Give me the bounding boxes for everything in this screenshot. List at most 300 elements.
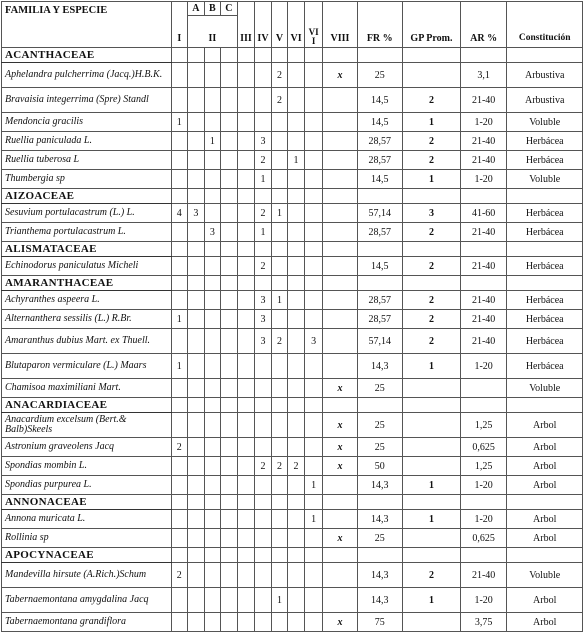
cell-constitucion: Arbustiva	[507, 88, 583, 113]
family-empty-cell	[237, 276, 255, 291]
family-empty-cell	[403, 242, 461, 257]
family-empty-cell	[323, 276, 357, 291]
cell-viii: x	[323, 529, 357, 548]
species-name: Mendoncia gracilis	[2, 113, 172, 132]
cell-iii	[237, 413, 255, 438]
header-col-fr: FR %	[357, 2, 402, 48]
cell-gp: 2	[403, 257, 461, 276]
cell-iii	[237, 379, 255, 398]
cell-i: 1	[171, 354, 188, 379]
species-name: Ruellia tuberosa L	[2, 151, 172, 170]
cell-ii-b	[204, 588, 221, 613]
cell-vii	[304, 379, 323, 398]
cell-ii-a	[188, 132, 205, 151]
cell-ii-c	[221, 223, 238, 242]
cell-vi	[288, 476, 305, 495]
cell-ii-a	[188, 613, 205, 632]
cell-i: 4	[171, 204, 188, 223]
family-empty-cell	[255, 276, 272, 291]
species-name: Sesuvium portulacastrum (L.) L.	[2, 204, 172, 223]
family-empty-cell	[507, 548, 583, 563]
cell-ii-c	[221, 510, 238, 529]
cell-ii-c	[221, 113, 238, 132]
cell-v	[271, 132, 288, 151]
cell-fr: 28,57	[357, 223, 402, 242]
species-name: Tabernaemontana amygdalina Jacq	[2, 588, 172, 613]
header-sub-c: C	[221, 2, 238, 16]
cell-iv	[255, 510, 272, 529]
cell-ii-c	[221, 379, 238, 398]
cell-iv	[255, 354, 272, 379]
cell-i	[171, 510, 188, 529]
cell-ar: 41-60	[460, 204, 507, 223]
family-empty-cell	[507, 242, 583, 257]
cell-v	[271, 310, 288, 329]
cell-ii-a	[188, 529, 205, 548]
cell-fr: 25	[357, 413, 402, 438]
cell-i: 2	[171, 563, 188, 588]
cell-vi	[288, 310, 305, 329]
cell-ii-b	[204, 379, 221, 398]
cell-iii	[237, 170, 255, 189]
table-row	[2, 310, 583, 329]
cell-vi: 2	[288, 457, 305, 476]
cell-gp: 1	[403, 510, 461, 529]
cell-vii	[304, 88, 323, 113]
header-col-iv: IV	[255, 2, 272, 48]
cell-gp: 1	[403, 113, 461, 132]
cell-iv	[255, 529, 272, 548]
cell-vi	[288, 510, 305, 529]
cell-vi	[288, 291, 305, 310]
cell-vi	[288, 529, 305, 548]
cell-i: 2	[171, 438, 188, 457]
cell-constitucion: Voluble	[507, 170, 583, 189]
species-name: Spondias mombin L.	[2, 457, 172, 476]
cell-constitucion: Arbol	[507, 613, 583, 632]
table-row	[2, 613, 583, 632]
cell-iv: 2	[255, 151, 272, 170]
cell-constitucion: Herbácea	[507, 329, 583, 354]
cell-iv	[255, 113, 272, 132]
cell-iii	[237, 88, 255, 113]
cell-constitucion: Voluble	[507, 563, 583, 588]
cell-v	[271, 170, 288, 189]
cell-ii-a	[188, 170, 205, 189]
cell-ii-c	[221, 63, 238, 88]
cell-iii	[237, 291, 255, 310]
cell-constitucion: Herbácea	[507, 257, 583, 276]
family-empty-cell	[237, 242, 255, 257]
cell-ii-a	[188, 329, 205, 354]
table-row	[2, 476, 583, 495]
cell-v	[271, 113, 288, 132]
cell-iv: 3	[255, 310, 272, 329]
cell-iii	[237, 310, 255, 329]
cell-vii	[304, 63, 323, 88]
family-empty-cell	[271, 276, 288, 291]
cell-ar: 0,625	[460, 529, 507, 548]
cell-ii-c	[221, 476, 238, 495]
cell-fr: 25	[357, 379, 402, 398]
family-row	[2, 189, 583, 204]
cell-v	[271, 563, 288, 588]
family-empty-cell	[255, 242, 272, 257]
family-empty-cell	[304, 189, 323, 204]
cell-iv	[255, 88, 272, 113]
cell-i	[171, 588, 188, 613]
cell-vii	[304, 588, 323, 613]
family-empty-cell	[460, 276, 507, 291]
cell-ar: 3,1	[460, 63, 507, 88]
family-empty-cell	[237, 48, 255, 63]
cell-iv: 2	[255, 204, 272, 223]
family-empty-cell	[403, 495, 461, 510]
cell-ii-a: 3	[188, 204, 205, 223]
cell-gp: 1	[403, 354, 461, 379]
cell-ii-c	[221, 613, 238, 632]
cell-iii	[237, 457, 255, 476]
cell-ii-c	[221, 588, 238, 613]
family-empty-cell	[171, 398, 188, 413]
header-col-v: V	[271, 2, 288, 48]
table-row	[2, 170, 583, 189]
cell-ii-c	[221, 529, 238, 548]
cell-ar: 1-20	[460, 170, 507, 189]
header-col-ii: II	[188, 16, 238, 48]
cell-ii-b	[204, 113, 221, 132]
cell-iii	[237, 476, 255, 495]
cell-ar: 21-40	[460, 151, 507, 170]
family-empty-cell	[171, 48, 188, 63]
cell-ii-b	[204, 310, 221, 329]
family-name: ACANTHACEAE	[2, 48, 172, 63]
cell-vi	[288, 88, 305, 113]
cell-iv: 1	[255, 223, 272, 242]
cell-i: 1	[171, 113, 188, 132]
cell-ii-a	[188, 63, 205, 88]
cell-fr: 14,3	[357, 588, 402, 613]
family-empty-cell	[323, 48, 357, 63]
family-name: AIZOACEAE	[2, 189, 172, 204]
cell-vii	[304, 457, 323, 476]
species-name: Trianthema portulacastrum L.	[2, 223, 172, 242]
cell-vi: 1	[288, 151, 305, 170]
cell-vi	[288, 563, 305, 588]
cell-constitucion: Herbácea	[507, 223, 583, 242]
family-empty-cell	[357, 398, 402, 413]
family-empty-cell	[323, 189, 357, 204]
cell-viii	[323, 170, 357, 189]
cell-gp: 2	[403, 291, 461, 310]
species-name: Chamisoa maximiliani Mart.	[2, 379, 172, 398]
family-empty-cell	[171, 242, 188, 257]
table-row	[2, 413, 583, 438]
family-empty-cell	[221, 189, 238, 204]
cell-fr: 14,5	[357, 170, 402, 189]
cell-vi	[288, 113, 305, 132]
header-family-species: FAMILIA Y ESPECIE	[2, 2, 172, 48]
species-name: Rollinia sp	[2, 529, 172, 548]
family-empty-cell	[323, 398, 357, 413]
cell-ar: 1-20	[460, 476, 507, 495]
family-empty-cell	[288, 398, 305, 413]
cell-constitucion: Arbol	[507, 476, 583, 495]
family-empty-cell	[323, 242, 357, 257]
cell-constitucion: Herbácea	[507, 354, 583, 379]
cell-ii-a	[188, 88, 205, 113]
family-empty-cell	[357, 548, 402, 563]
species-name: Alternanthera sessilis (L.) R.Br.	[2, 310, 172, 329]
cell-vii	[304, 291, 323, 310]
family-empty-cell	[255, 398, 272, 413]
family-empty-cell	[271, 398, 288, 413]
species-name: Tabernaemontana grandiflora	[2, 613, 172, 632]
family-row	[2, 242, 583, 257]
cell-viii	[323, 354, 357, 379]
family-empty-cell	[204, 548, 221, 563]
family-empty-cell	[271, 189, 288, 204]
table-row	[2, 438, 583, 457]
family-empty-cell	[171, 276, 188, 291]
cell-iii	[237, 563, 255, 588]
cell-iv	[255, 413, 272, 438]
cell-viii	[323, 310, 357, 329]
cell-vii	[304, 204, 323, 223]
cell-ar: 21-40	[460, 291, 507, 310]
header-col-vii: VI I	[304, 2, 323, 48]
family-empty-cell	[460, 242, 507, 257]
cell-constitucion: Herbácea	[507, 151, 583, 170]
family-empty-cell	[357, 189, 402, 204]
family-empty-cell	[237, 189, 255, 204]
cell-i	[171, 413, 188, 438]
cell-vi	[288, 329, 305, 354]
cell-gp	[403, 457, 461, 476]
cell-constitucion: Herbácea	[507, 310, 583, 329]
cell-ii-a	[188, 113, 205, 132]
cell-vi	[288, 438, 305, 457]
cell-ar: 21-40	[460, 132, 507, 151]
cell-iv	[255, 379, 272, 398]
cell-vii	[304, 310, 323, 329]
cell-v: 2	[271, 88, 288, 113]
family-empty-cell	[507, 189, 583, 204]
cell-viii	[323, 291, 357, 310]
family-empty-cell	[188, 242, 205, 257]
table-row	[2, 291, 583, 310]
family-name: ANACARDIACEAE	[2, 398, 172, 413]
family-empty-cell	[188, 548, 205, 563]
family-empty-cell	[357, 242, 402, 257]
cell-ii-b	[204, 413, 221, 438]
family-empty-cell	[288, 495, 305, 510]
cell-iii	[237, 510, 255, 529]
cell-fr: 14,5	[357, 113, 402, 132]
family-empty-cell	[460, 189, 507, 204]
species-name: Amaranthus dubius Mart. ex Thuell.	[2, 329, 172, 354]
family-empty-cell	[507, 48, 583, 63]
cell-ii-a	[188, 563, 205, 588]
cell-iii	[237, 223, 255, 242]
cell-gp: 2	[403, 329, 461, 354]
family-name: AMARANTHACEAE	[2, 276, 172, 291]
family-row	[2, 548, 583, 563]
cell-vii	[304, 563, 323, 588]
cell-ar: 1-20	[460, 510, 507, 529]
table-row	[2, 132, 583, 151]
cell-viii	[323, 204, 357, 223]
cell-ii-a	[188, 588, 205, 613]
family-empty-cell	[304, 548, 323, 563]
table-row	[2, 113, 583, 132]
family-empty-cell	[271, 495, 288, 510]
cell-iii	[237, 438, 255, 457]
cell-ar: 1-20	[460, 113, 507, 132]
cell-ii-c	[221, 170, 238, 189]
cell-fr: 28,57	[357, 132, 402, 151]
cell-fr: 14,3	[357, 563, 402, 588]
family-empty-cell	[357, 276, 402, 291]
cell-vii	[304, 438, 323, 457]
family-empty-cell	[271, 48, 288, 63]
cell-ii-b	[204, 510, 221, 529]
family-empty-cell	[323, 548, 357, 563]
cell-iv	[255, 438, 272, 457]
table-row	[2, 588, 583, 613]
table-row	[2, 257, 583, 276]
cell-viii: x	[323, 457, 357, 476]
cell-ii-a	[188, 413, 205, 438]
cell-vi	[288, 379, 305, 398]
cell-ii-b: 1	[204, 132, 221, 151]
family-row	[2, 48, 583, 63]
cell-vii: 1	[304, 510, 323, 529]
cell-iii	[237, 132, 255, 151]
cell-viii	[323, 113, 357, 132]
family-empty-cell	[460, 398, 507, 413]
cell-fr: 50	[357, 457, 402, 476]
cell-ii-b	[204, 613, 221, 632]
cell-gp: 2	[403, 132, 461, 151]
cell-ii-b	[204, 151, 221, 170]
cell-i: 1	[171, 310, 188, 329]
cell-ii-c	[221, 204, 238, 223]
cell-viii: x	[323, 413, 357, 438]
cell-i	[171, 291, 188, 310]
family-empty-cell	[221, 48, 238, 63]
cell-viii	[323, 329, 357, 354]
cell-i	[171, 457, 188, 476]
cell-iv: 3	[255, 132, 272, 151]
cell-v	[271, 413, 288, 438]
family-empty-cell	[403, 276, 461, 291]
cell-v: 2	[271, 329, 288, 354]
cell-v	[271, 354, 288, 379]
cell-iii	[237, 529, 255, 548]
cell-i	[171, 223, 188, 242]
cell-ii-c	[221, 354, 238, 379]
family-name: ALISMATACEAE	[2, 242, 172, 257]
family-empty-cell	[204, 276, 221, 291]
family-empty-cell	[221, 495, 238, 510]
cell-iv	[255, 588, 272, 613]
cell-i	[171, 88, 188, 113]
cell-ar: 1,25	[460, 413, 507, 438]
cell-v: 2	[271, 63, 288, 88]
cell-ii-a	[188, 151, 205, 170]
family-empty-cell	[188, 276, 205, 291]
cell-ar: 1-20	[460, 588, 507, 613]
cell-ar: 21-40	[460, 310, 507, 329]
family-empty-cell	[304, 495, 323, 510]
species-name: Mandevilla hirsute (A.Rich.)Schum	[2, 563, 172, 588]
cell-vi	[288, 588, 305, 613]
cell-ii-b	[204, 63, 221, 88]
family-empty-cell	[221, 242, 238, 257]
cell-viii	[323, 88, 357, 113]
family-empty-cell	[507, 276, 583, 291]
species-name: Astronium graveolens Jacq	[2, 438, 172, 457]
table-row	[2, 563, 583, 588]
cell-ii-c	[221, 438, 238, 457]
cell-ii-a	[188, 310, 205, 329]
cell-iv: 3	[255, 329, 272, 354]
cell-vii	[304, 257, 323, 276]
cell-vii	[304, 223, 323, 242]
cell-ii-b	[204, 438, 221, 457]
cell-constitucion: Herbácea	[507, 132, 583, 151]
cell-ii-a	[188, 476, 205, 495]
family-empty-cell	[288, 276, 305, 291]
cell-vii	[304, 613, 323, 632]
cell-constitucion: Arbustiva	[507, 63, 583, 88]
cell-iv: 2	[255, 257, 272, 276]
species-table-document	[1, 1, 583, 632]
cell-viii: x	[323, 438, 357, 457]
cell-viii	[323, 151, 357, 170]
cell-viii	[323, 257, 357, 276]
cell-vi	[288, 223, 305, 242]
cell-viii	[323, 476, 357, 495]
family-empty-cell	[304, 276, 323, 291]
cell-constitucion: Arbol	[507, 588, 583, 613]
cell-ii-a	[188, 457, 205, 476]
cell-ar: 1,25	[460, 457, 507, 476]
cell-ii-a	[188, 379, 205, 398]
cell-ii-b	[204, 476, 221, 495]
cell-i	[171, 257, 188, 276]
family-empty-cell	[304, 398, 323, 413]
cell-ii-b	[204, 329, 221, 354]
cell-constitucion: Voluble	[507, 113, 583, 132]
cell-ii-a	[188, 223, 205, 242]
cell-ii-b	[204, 354, 221, 379]
cell-ar: 3,75	[460, 613, 507, 632]
table-row	[2, 329, 583, 354]
cell-i	[171, 170, 188, 189]
cell-ii-b: 3	[204, 223, 221, 242]
table-row	[2, 379, 583, 398]
family-empty-cell	[460, 48, 507, 63]
family-empty-cell	[204, 48, 221, 63]
cell-gp	[403, 529, 461, 548]
cell-fr: 28,57	[357, 310, 402, 329]
cell-i	[171, 529, 188, 548]
cell-iii	[237, 113, 255, 132]
cell-iii	[237, 257, 255, 276]
header-col-ar: AR %	[460, 2, 507, 48]
